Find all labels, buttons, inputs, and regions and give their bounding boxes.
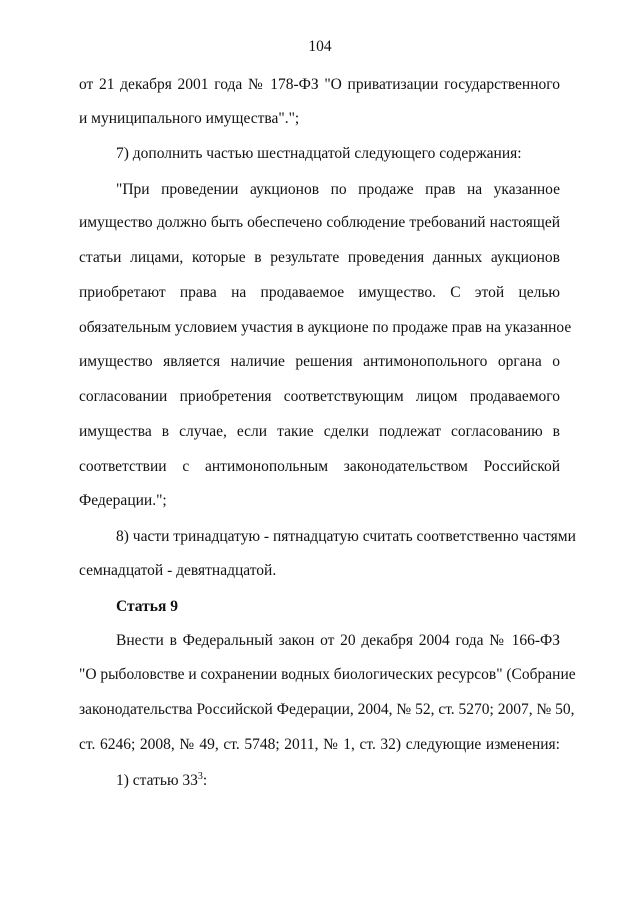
text-line: 8) части тринадцатую - пятнадцатую считать соответственно частями <box>116 528 576 545</box>
text-line: Внести в Федеральный закон от 20 декабря 2004 года № 166-ФЗ <box>116 632 560 649</box>
text-line: имущества в случае, если такие сделки подлежат согласованию в <box>79 423 560 440</box>
text-line: соответствии с антимонопольным законодательством Российской <box>79 458 560 475</box>
superscript: 3 <box>197 771 203 782</box>
article-heading: Статья 9 <box>116 598 178 615</box>
text-line: семнадцатой - девятнадцатой. <box>79 562 277 579</box>
text-line: Федерации."; <box>79 492 167 509</box>
text-line: обязательным условием участия в аукционе по продаже прав на указанное <box>79 319 572 336</box>
text-line: "При проведении аукционов по продаже прав на указанное <box>116 181 560 198</box>
text-line: статьи лицами, которые в результате проведения данных аукционов <box>79 249 560 266</box>
text-line: согласовании приобретения соответствующим лицом продаваемого <box>79 388 560 405</box>
text-line: имущество должно быть обеспечено соблюдение требований настоящей <box>79 214 560 231</box>
text-line: от 21 декабря 2001 года № 178-ФЗ "О приватизации государственного <box>79 76 560 93</box>
text-line: и муниципального имущества"."; <box>79 110 300 127</box>
text-line: "О рыболовстве и сохранении водных биологических ресурсов" (Собрание <box>79 666 576 683</box>
text-line: ст. 6246; 2008, № 49, ст. 5748; 2011, № 1, ст. 32) следующие изменения: <box>79 736 560 753</box>
text-line: законодательства Российской Федерации, 2004, № 52, ст. 5270; 2007, № 50, <box>79 701 575 718</box>
text-line-main: 1) статью 33 <box>116 772 198 789</box>
text-line <box>116 771 597 791</box>
page-number: 104 <box>308 38 332 55</box>
text-line: 7) дополнить частью шестнадцатой следующего содержания: <box>116 145 522 162</box>
text-line: имущество является наличие решения антимонопольного органа о <box>79 353 560 370</box>
text-line: приобретают права на продаваемое имущество. С этой целью <box>79 284 560 301</box>
text-line-end: : <box>202 772 208 789</box>
